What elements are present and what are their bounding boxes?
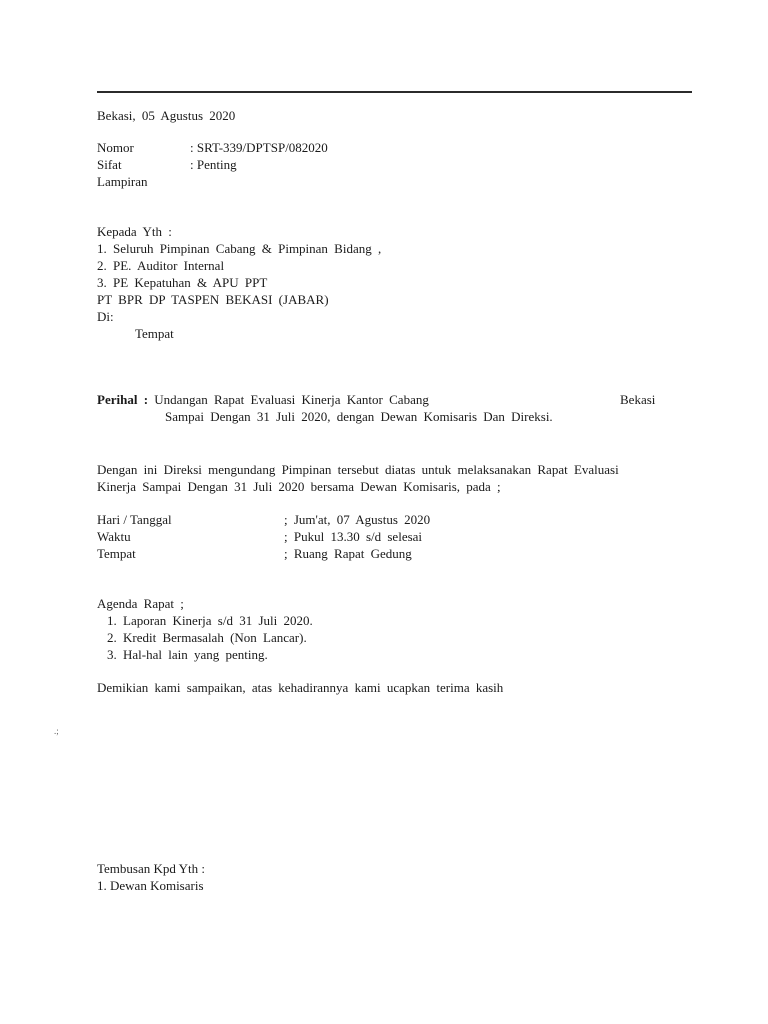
agenda-item: 1. Laporan Kinerja s/d 31 Juli 2020. (107, 613, 313, 628)
cc-heading: Tembusan Kpd Yth : (97, 861, 206, 876)
recipient-di: Di: (97, 309, 114, 324)
recipient-item: 2. PE. Auditor Internal (97, 258, 225, 273)
letter-meta (97, 139, 397, 191)
recipient-item: 3. PE Kepatuhan & APU PPT (97, 275, 268, 290)
lampiran-label: Lampiran (97, 174, 148, 189)
schedule-value: ; Jum'at, 07 Agustus 2020 (284, 512, 431, 527)
closing-line: Demikian kami sampaikan, atas kehadirannya kami ucapkan terima kasih (97, 680, 504, 695)
cc-item: 1. Dewan Komisaris (97, 878, 204, 893)
perihal-colon: : (143, 392, 149, 407)
recipient-tempat: Tempat (135, 326, 174, 341)
agenda-item: 2. Kredit Bermasalah (Non Lancar). (107, 630, 307, 645)
schedule-label: Tempat (97, 546, 136, 561)
perihal-line2: Sampai Dengan 31 Juli 2020, dengan Dewan Komisaris Dan Direksi. (165, 409, 553, 424)
recipient-company: PT BPR DP TASPEN BEKASI (JABAR) (97, 292, 329, 307)
agenda-item: 3. Hal-hal lain yang penting. (107, 647, 268, 662)
schedule-table (97, 511, 497, 563)
recipient-item: 1. Seluruh Pimpinan Cabang & Pimpinan Bidang , (97, 241, 382, 256)
schedule-value: ; Pukul 13.30 s/d selesai (284, 529, 423, 544)
nomor-value: : SRT-339/DPTSP/082020 (190, 140, 328, 155)
perihal-line1-end: Bekasi (620, 392, 656, 407)
schedule-label: Waktu (97, 529, 131, 544)
schedule-label: Hari / Tanggal (97, 512, 172, 527)
header-rule (97, 91, 692, 93)
sifat-label: Sifat (97, 157, 122, 172)
sifat-value: : Penting (190, 157, 237, 172)
schedule-value: ; Ruang Rapat Gedung (284, 546, 412, 561)
body-line: Kinerja Sampai Dengan 31 Juli 2020 bersama Dewan Komisaris, pada ; (97, 479, 501, 494)
recipients-heading: Kepada Yth : (97, 224, 172, 239)
perihal-section (97, 391, 429, 408)
date-line: Bekasi, 05 Agustus 2020 (97, 108, 236, 123)
stray-mark: .; (54, 726, 59, 736)
perihal-label: Perihal (97, 392, 138, 407)
nomor-label: Nomor (97, 140, 134, 155)
body-line: Dengan ini Direksi mengundang Pimpinan tersebut diatas untuk melaksanakan Rapat Evaluasi (97, 462, 619, 477)
agenda-heading: Agenda Rapat ; (97, 596, 184, 611)
perihal-line1: Undangan Rapat Evaluasi Kinerja Kantor Cabang (154, 392, 429, 407)
